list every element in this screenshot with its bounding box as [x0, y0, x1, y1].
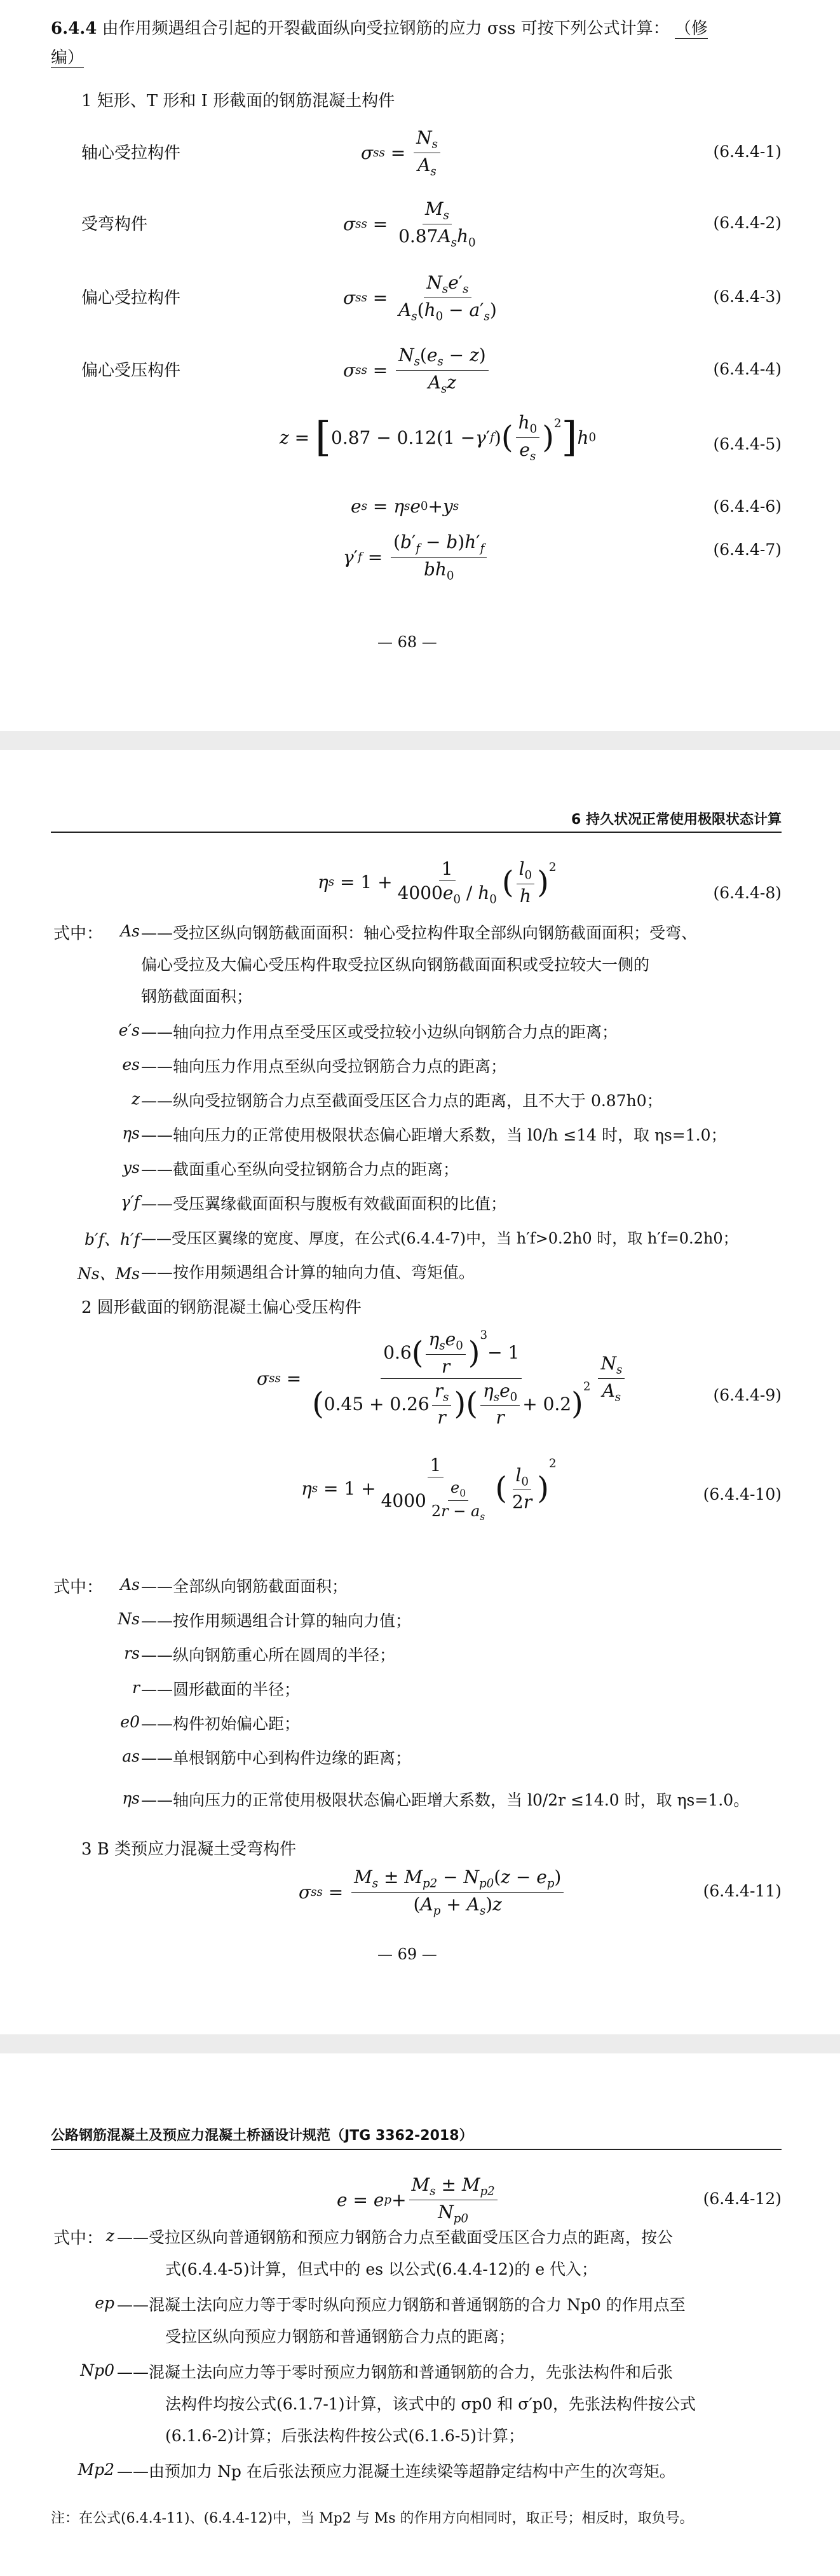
header-rule [51, 2149, 782, 2150]
eqno-5: (6.4.4-5) [713, 435, 782, 453]
eqno-12: (6.4.4-12) [703, 2189, 782, 2208]
running-header: 6 持久状况正常使用极限状态计算 [571, 812, 782, 828]
item-3: 3 B 类预应力混凝土受弯构件 [81, 1840, 297, 1859]
equation-6.4.4-10: η s = 1 + 1 4000 $\frac{e_0}{2r - a_s}$ ( $\frac{l_0}{2r}$ ) 2 [301, 1455, 557, 1523]
eqno-6: (6.4.4-6) [713, 497, 782, 516]
equation-6.4.4-11: σ ss = $\frac{M_s \pm M_{p2} - N_{p0}(z - e_p)}{(A_p + A_s)z}$ [299, 1867, 566, 1917]
def-symbol: ys [123, 1158, 140, 1177]
def-symbol: ηs [122, 1789, 140, 1807]
def-symbol: γ′f [121, 1193, 140, 1211]
label-flexural: 受弯构件 [81, 215, 148, 234]
def-text: ——纵向钢筋重心所在圆周的半径； [141, 1646, 396, 1664]
note: 注：在公式(6.4.4-11)、(6.4.4-12)中，当 Mp2 与 Ms 的作用方向相同时，取正号；相反时，取负号。 [51, 2511, 694, 2526]
eqno-3: (6.4.4-3) [713, 287, 782, 306]
equation-6.4.4-4: σ ss = $\frac{N_s(e_s - z)}{A_sz}$ [343, 345, 491, 395]
header-rule [51, 832, 782, 833]
eqno-7: (6.4.4-7) [713, 540, 782, 559]
def-text: ——纵向受拉钢筋合力点至截面受压区合力点的距离，且不大于 0.87h0； [141, 1092, 663, 1110]
item-1: 1 矩形、T 形和 I 形截面的钢筋混凝土构件 [81, 92, 395, 111]
def-symbol: es [122, 1055, 140, 1074]
def-symbol: Np0 [80, 2361, 114, 2380]
def-text: ——截面重心至纵向受拉钢筋合力点的距离； [141, 1160, 459, 1179]
def-text: ——轴向压力的正常使用极限状态偏心距增大系数，当 l0/2r ≤14.0 时，取 ηs=1.0。 [141, 1791, 750, 1809]
def-text: 式(6.4.4-5)计算，但式中的 es 以公式(6.4.4-12)的 e 代入； [165, 2260, 598, 2278]
def-text: ——受压区翼缘的宽度、厚度，在公式(6.4.4-7)中，当 h′f>0.2h0 时，取 h′f=0.2h0； [141, 1230, 738, 1247]
def-text: 法构件均按公式(6.1.7-1)计算，该式中的 σp0 和 σ′p0，先张法构件按公式 [165, 2395, 696, 2413]
eqno-10: (6.4.4-10) [703, 1485, 782, 1504]
def-text: ——由预加力 Np 在后张法预应力混凝土连续梁等超静定结构中产生的次弯矩。 [117, 2462, 675, 2481]
page-number: — 69 — [377, 1945, 437, 1963]
page-70 [0, 2053, 840, 2576]
def-text: ——圆形截面的半径； [141, 1680, 301, 1699]
clause-heading [51, 17, 708, 41]
revision-link[interactable]: （修 [674, 19, 708, 38]
where-label: 式中： [53, 2229, 104, 2248]
def-symbol: z [105, 2226, 114, 2245]
running-header: 公路钢筋混凝土及预应力混凝土桥涵设计规范（JTG 3362-2018） [51, 2128, 473, 2144]
def-text: ——混凝土法向应力等于零时预应力钢筋和普通钢筋的合力，先张法构件和后张 [117, 2363, 674, 2381]
clause-text: 由作用频遇组合引起的开裂截面纵向受拉钢筋的应力 σss 可按下列公式计算： [102, 19, 670, 38]
page-68 [0, 0, 840, 731]
def-symbol: b′f、h′f [85, 1230, 140, 1249]
def-symbol: As [120, 922, 140, 940]
def-symbol: r [132, 1678, 140, 1697]
eqno-4: (6.4.4-4) [713, 360, 782, 378]
def-text: ——轴向拉力作用点至受压区或受拉较小边纵向钢筋合力点的距离； [141, 1023, 618, 1041]
where-label: 式中： [53, 924, 104, 943]
def-text: 钢筋截面面积； [141, 987, 253, 1006]
def-text: ——全部纵向钢筋截面面积； [141, 1577, 348, 1596]
def-text: 受拉区纵向预应力钢筋和普通钢筋合力点的距离； [165, 2327, 515, 2346]
page-number: — 68 — [377, 633, 437, 651]
equation-6.4.4-1: σ ss = $\frac{N_s}{A_s}$ [361, 127, 443, 178]
page-69 [0, 750, 840, 2034]
def-symbol: rs [124, 1644, 140, 1662]
def-text: ——按作用频遇组合计算的轴向力值、弯矩值。 [141, 1263, 475, 1282]
equation-6.4.4-5: z = [ 0.87 − 0.12(1 − γ ′ f ) ( $\frac{h_0}{e_s}$ ) $^2$ ] h 0 [280, 412, 597, 463]
equation-6.4.4-3: σ ss = $\frac{N_se'_s}{A_s(h_0 - a'_s)}$ [343, 272, 497, 324]
def-symbol: ηs [122, 1124, 140, 1142]
def-text: (6.1.6-2)计算；后张法构件按公式(6.1.6-5)计算； [165, 2427, 524, 2445]
def-text: ——按作用频遇组合计算的轴向力值； [141, 1612, 412, 1630]
def-text: ——单根钢筋中心到构件边缘的距离； [141, 1749, 412, 1767]
def-symbol: Ns、Ms [77, 1264, 140, 1283]
eqno-8: (6.4.4-8) [713, 884, 782, 902]
def-text: ——受拉区纵向普通钢筋和预应力钢筋合力点至截面受压区合力点的距离，按公 [117, 2228, 674, 2247]
revision-link-cont[interactable]: 编） [51, 48, 85, 67]
equation-6.4.4-9: σ ss = 0.6 ( $\frac{\eta_se_0}{r}$ ) $^3$ − 1 ( 0.45 + 0.26 $\frac{r_s}{r}$ ) ( $\frac{\eta_se_0}{r}$ + 0.2 ) $^2$ $\frac{N_s}{A_s}$ [257, 1329, 627, 1428]
def-symbol: Ns [118, 1610, 140, 1628]
def-text: ——混凝土法向应力等于零时纵向预应力钢筋和普通钢筋的合力 Np0 的作用点至 [117, 2296, 686, 2314]
def-text: 偏心受拉及大偏心受压构件取受拉区纵向钢筋截面面积或受拉较大一侧的 [141, 956, 650, 974]
def-text: ——轴向压力作用点至纵向受拉钢筋合力点的距离； [141, 1057, 507, 1076]
equation-6.4.4-6: e s = η s e 0 + y s [351, 496, 459, 517]
eqno-1: (6.4.4-1) [713, 142, 782, 161]
equation-6.4.4-2: σ ss = $\frac{M_s}{0.87A_sh_0}$ [343, 198, 476, 250]
def-symbol: ep [95, 2294, 114, 2312]
def-symbol: e′s [118, 1021, 140, 1039]
eqno-11: (6.4.4-11) [703, 1882, 782, 1900]
def-text: ——构件初始偏心距； [141, 1715, 301, 1733]
def-text: ——受拉区纵向钢筋截面面积：轴心受拉构件取全部纵向钢筋截面面积；受弯、 [141, 924, 698, 942]
item-2: 2 圆形截面的钢筋混凝土偏心受压构件 [81, 1298, 362, 1317]
where-label-2: 式中： [53, 1578, 104, 1597]
label-eccentric-tension: 偏心受拉构件 [81, 289, 181, 308]
equation-6.4.4-8: η s = 1 + $\frac{1}{4000e_0 / h_0}$ ( $\frac{l_0}{h}$ ) $^2$ [318, 858, 557, 907]
clause-number: 6.4.4 [51, 19, 97, 38]
eqno-2: (6.4.4-2) [713, 214, 782, 232]
equation-6.4.4-7: γ ′ f = $\frac{(b'_f - b)h'_f}{bh_0}$ [343, 531, 489, 582]
eqno-9: (6.4.4-9) [713, 1386, 782, 1404]
equation-6.4.4-12: e = e p + $\frac{M_s \pm M_{p2}}{N_{p0}}$ [337, 2174, 500, 2225]
def-symbol: as [122, 1747, 140, 1765]
def-symbol: z [131, 1090, 140, 1108]
def-text: ——轴向压力的正常使用极限状态偏心距增大系数，当 l0/h ≤14 时，取 ηs=1.0； [141, 1126, 727, 1144]
def-symbol: As [120, 1575, 140, 1594]
def-text: ——受压翼缘截面面积与腹板有效截面面积的比值； [141, 1195, 507, 1213]
label-axial-tension: 轴心受拉构件 [81, 144, 181, 163]
def-symbol: e0 [120, 1713, 140, 1731]
label-eccentric-compression: 偏心受压构件 [81, 361, 181, 380]
def-symbol: Mp2 [78, 2460, 114, 2479]
